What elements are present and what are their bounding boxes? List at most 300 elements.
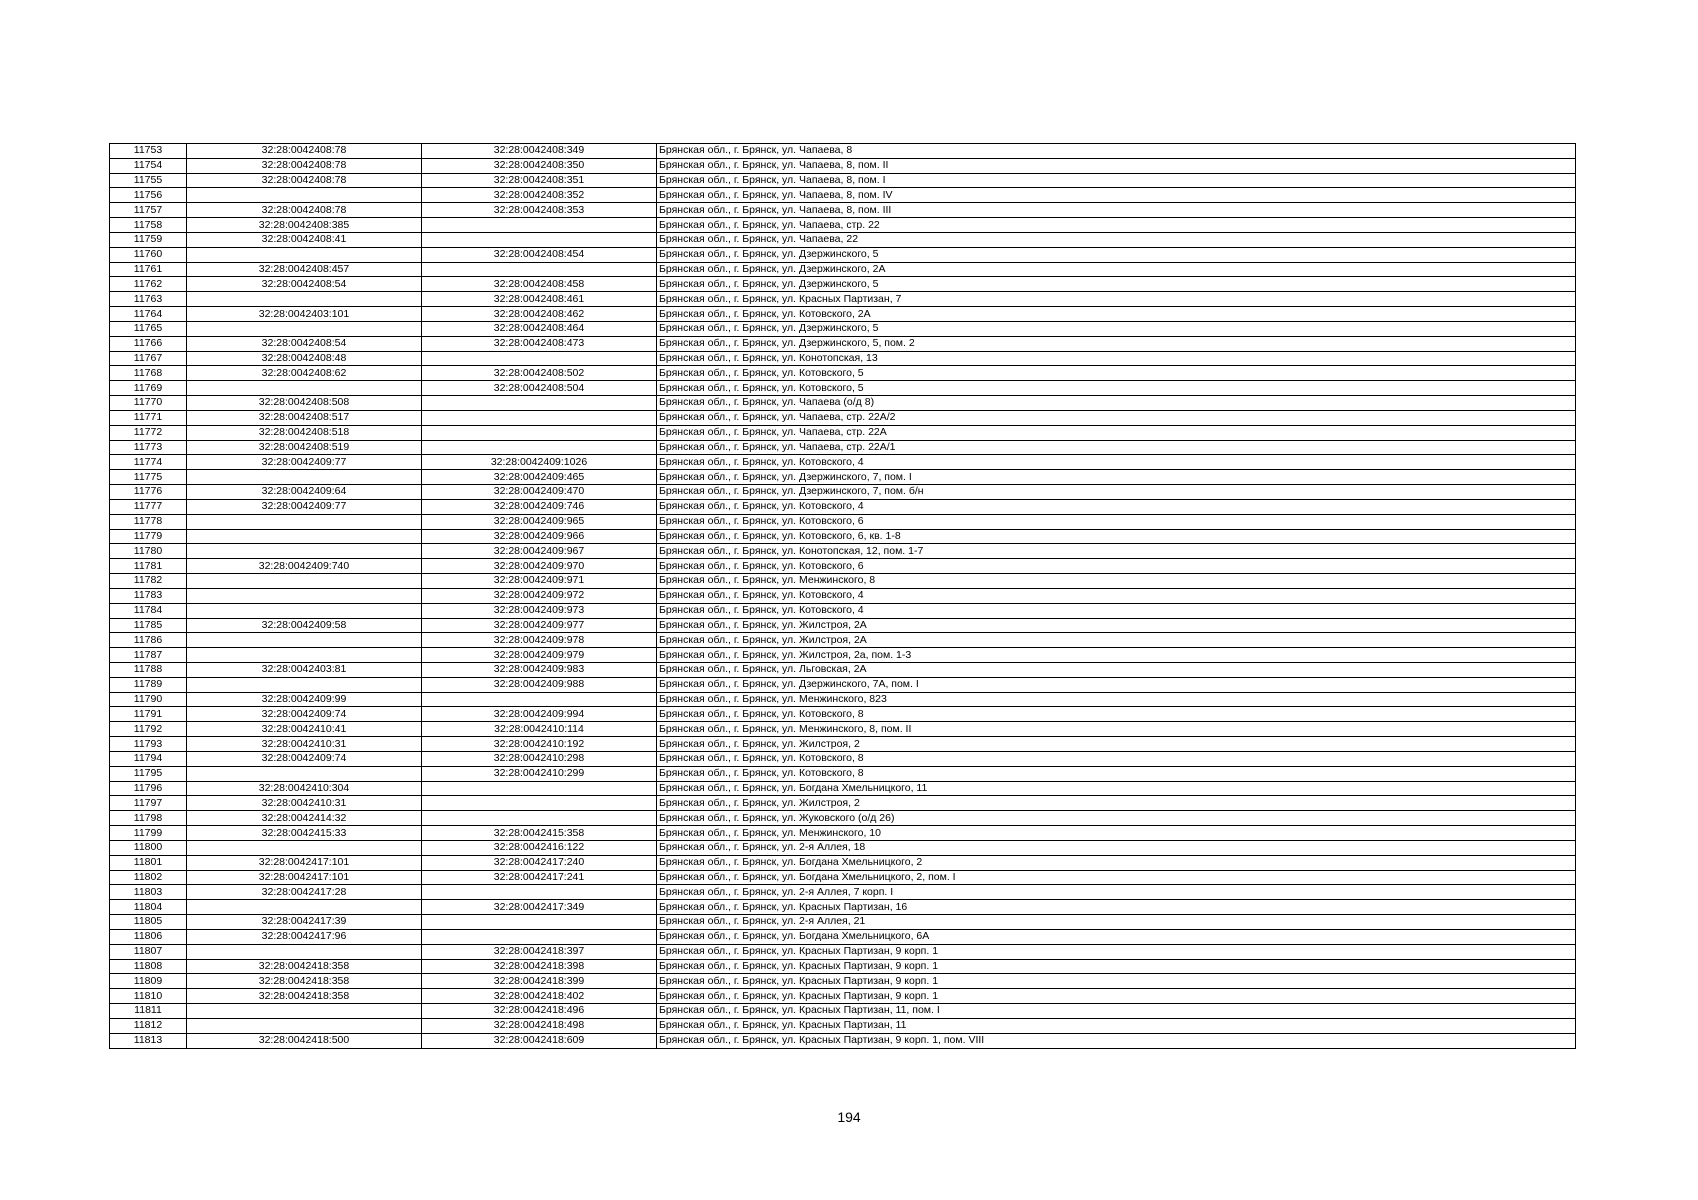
object-cadastral-number-cell: 32:28:0042418:397 [422, 944, 657, 959]
object-cadastral-number-cell: 32:28:0042408:353 [422, 203, 657, 218]
land-cadastral-number-cell: 32:28:0042409:77 [187, 499, 422, 514]
table-row [110, 855, 1576, 870]
address-cell: Брянская обл., г. Брянск, ул. Жилстроя, 2 [657, 737, 1576, 752]
address-cell: Брянская обл., г. Брянск, ул. Котовского, 6 [657, 514, 1576, 529]
address-cell: Брянская обл., г. Брянск, ул. Жилстроя, 2 [657, 796, 1576, 811]
row-number-cell: 11771 [110, 410, 187, 425]
land-cadastral-number-cell: 32:28:0042408:78 [187, 203, 422, 218]
row-number-cell: 11785 [110, 618, 187, 633]
object-cadastral-number-cell: 32:28:0042409:994 [422, 707, 657, 722]
land-cadastral-number-cell: 32:28:0042417:96 [187, 929, 422, 944]
land-cadastral-number-cell: 32:28:0042403:81 [187, 662, 422, 677]
address-cell: Брянская обл., г. Брянск, ул. Чапаева, 8, пом. III [657, 203, 1576, 218]
row-number-cell: 11763 [110, 292, 187, 307]
address-cell: Брянская обл., г. Брянск, ул. Котовского, 6 [657, 559, 1576, 574]
row-number-cell: 11774 [110, 455, 187, 470]
land-cadastral-number-cell: 32:28:0042418:358 [187, 974, 422, 989]
object-cadastral-number-cell [422, 351, 657, 366]
object-cadastral-number-cell: 32:28:0042409:465 [422, 470, 657, 485]
address-cell: Брянская обл., г. Брянск, ул. Красных Партизан, 9 корп. 1 [657, 944, 1576, 959]
row-number-cell: 11792 [110, 722, 187, 737]
address-cell: Брянская обл., г. Брянск, ул. Менжинского, 10 [657, 826, 1576, 841]
land-cadastral-number-cell: 32:28:0042409:740 [187, 559, 422, 574]
row-number-cell: 11795 [110, 766, 187, 781]
land-cadastral-number-cell: 32:28:0042417:101 [187, 855, 422, 870]
row-number-cell: 11776 [110, 485, 187, 500]
address-cell: Брянская обл., г. Брянск, ул. Котовского, 6, кв. 1-8 [657, 529, 1576, 544]
row-number-cell: 11779 [110, 529, 187, 544]
object-cadastral-number-cell: 32:28:0042409:973 [422, 603, 657, 618]
row-number-cell: 11790 [110, 692, 187, 707]
table-row [110, 262, 1576, 277]
address-cell: Брянская обл., г. Брянск, ул. Жилстроя, 2А [657, 618, 1576, 633]
object-cadastral-number-cell: 32:28:0042409:971 [422, 574, 657, 589]
row-number-cell: 11753 [110, 144, 187, 159]
table-row [110, 218, 1576, 233]
address-cell: Брянская обл., г. Брянск, ул. Котовского, 5 [657, 366, 1576, 381]
table-row [110, 707, 1576, 722]
object-cadastral-number-cell: 32:28:0042418:496 [422, 1004, 657, 1019]
table-row [110, 574, 1576, 589]
land-cadastral-number-cell: 32:28:0042410:304 [187, 781, 422, 796]
land-cadastral-number-cell [187, 588, 422, 603]
row-number-cell: 11794 [110, 751, 187, 766]
row-number-cell: 11761 [110, 262, 187, 277]
object-cadastral-number-cell: 32:28:0042410:299 [422, 766, 657, 781]
object-cadastral-number-cell: 32:28:0042408:351 [422, 173, 657, 188]
object-cadastral-number-cell: 32:28:0042408:502 [422, 366, 657, 381]
object-cadastral-number-cell: 32:28:0042409:978 [422, 633, 657, 648]
land-cadastral-number-cell: 32:28:0042408:62 [187, 366, 422, 381]
table-row [110, 321, 1576, 336]
address-cell: Брянская обл., г. Брянск, ул. Красных Партизан, 7 [657, 292, 1576, 307]
table-row [110, 247, 1576, 262]
address-cell: Брянская обл., г. Брянск, ул. Чапаева, стр. 22 [657, 218, 1576, 233]
table-row [110, 989, 1576, 1004]
land-cadastral-number-cell [187, 381, 422, 396]
row-number-cell: 11767 [110, 351, 187, 366]
table-row [110, 381, 1576, 396]
table-row [110, 544, 1576, 559]
table-row [110, 870, 1576, 885]
land-cadastral-number-cell: 32:28:0042409:74 [187, 707, 422, 722]
table-row [110, 307, 1576, 322]
row-number-cell: 11799 [110, 826, 187, 841]
object-cadastral-number-cell: 32:28:0042408:458 [422, 277, 657, 292]
land-cadastral-number-cell: 32:28:0042408:385 [187, 218, 422, 233]
land-cadastral-number-cell: 32:28:0042410:41 [187, 722, 422, 737]
land-cadastral-number-cell: 32:28:0042409:77 [187, 455, 422, 470]
address-cell: Брянская обл., г. Брянск, ул. Котовского, 2А [657, 307, 1576, 322]
row-number-cell: 11810 [110, 989, 187, 1004]
row-number-cell: 11804 [110, 900, 187, 915]
address-cell: Брянская обл., г. Брянск, ул. Котовского, 4 [657, 455, 1576, 470]
table-row [110, 366, 1576, 381]
table-row [110, 944, 1576, 959]
land-cadastral-number-cell [187, 603, 422, 618]
table-row [110, 396, 1576, 411]
table-row [110, 648, 1576, 663]
table-row [110, 203, 1576, 218]
object-cadastral-number-cell: 32:28:0042410:192 [422, 737, 657, 752]
land-cadastral-number-cell [187, 292, 422, 307]
land-cadastral-number-cell: 32:28:0042408:78 [187, 173, 422, 188]
object-cadastral-number-cell: 32:28:0042409:979 [422, 648, 657, 663]
row-number-cell: 11770 [110, 396, 187, 411]
address-cell: Брянская обл., г. Брянск, ул. Менжинского, 8, пом. II [657, 722, 1576, 737]
object-cadastral-number-cell: 32:28:0042410:114 [422, 722, 657, 737]
row-number-cell: 11793 [110, 737, 187, 752]
row-number-cell: 11764 [110, 307, 187, 322]
table-row [110, 662, 1576, 677]
object-cadastral-number-cell: 32:28:0042409:967 [422, 544, 657, 559]
row-number-cell: 11783 [110, 588, 187, 603]
table-row [110, 737, 1576, 752]
row-number-cell: 11757 [110, 203, 187, 218]
address-cell: Брянская обл., г. Брянск, ул. Дзержинского, 5 [657, 277, 1576, 292]
land-cadastral-number-cell: 32:28:0042408:517 [187, 410, 422, 425]
row-number-cell: 11802 [110, 870, 187, 885]
row-number-cell: 11780 [110, 544, 187, 559]
land-cadastral-number-cell [187, 529, 422, 544]
address-cell: Брянская обл., г. Брянск, ул. 2-я Аллея, 21 [657, 915, 1576, 930]
table-row [110, 588, 1576, 603]
table-row [110, 144, 1576, 159]
object-cadastral-number-cell: 32:28:0042408:461 [422, 292, 657, 307]
land-cadastral-number-cell [187, 840, 422, 855]
address-cell: Брянская обл., г. Брянск, ул. Котовского, 4 [657, 588, 1576, 603]
table-row [110, 470, 1576, 485]
address-cell: Брянская обл., г. Брянск, ул. Красных Партизан, 9 корп. 1 [657, 974, 1576, 989]
row-number-cell: 11812 [110, 1018, 187, 1033]
row-number-cell: 11801 [110, 855, 187, 870]
row-number-cell: 11788 [110, 662, 187, 677]
row-number-cell: 11769 [110, 381, 187, 396]
table-row [110, 277, 1576, 292]
table-row [110, 158, 1576, 173]
address-cell: Брянская обл., г. Брянск, ул. Котовского, 8 [657, 766, 1576, 781]
address-cell: Брянская обл., г. Брянск, ул. Льговская, 2А [657, 662, 1576, 677]
address-cell: Брянская обл., г. Брянск, ул. Чапаева, 8, пом. IV [657, 188, 1576, 203]
object-cadastral-number-cell: 32:28:0042409:977 [422, 618, 657, 633]
object-cadastral-number-cell: 32:28:0042417:349 [422, 900, 657, 915]
row-number-cell: 11765 [110, 321, 187, 336]
object-cadastral-number-cell: 32:28:0042416:122 [422, 840, 657, 855]
address-cell: Брянская обл., г. Брянск, ул. Менжинского, 8 [657, 574, 1576, 589]
registry-table [109, 143, 1576, 1049]
address-cell: Брянская обл., г. Брянск, ул. Дзержинского, 7, пом. I [657, 470, 1576, 485]
land-cadastral-number-cell [187, 766, 422, 781]
table-row [110, 410, 1576, 425]
land-cadastral-number-cell: 32:28:0042408:54 [187, 277, 422, 292]
address-cell: Брянская обл., г. Брянск, ул. Богдана Хмельницкого, 2, пом. I [657, 870, 1576, 885]
table-row [110, 1004, 1576, 1019]
row-number-cell: 11787 [110, 648, 187, 663]
row-number-cell: 11760 [110, 247, 187, 262]
row-number-cell: 11809 [110, 974, 187, 989]
land-cadastral-number-cell: 32:28:0042410:31 [187, 796, 422, 811]
address-cell: Брянская обл., г. Брянск, ул. Конотопская, 12, пом. 1-7 [657, 544, 1576, 559]
table-row [110, 603, 1576, 618]
land-cadastral-number-cell: 32:28:0042408:457 [187, 262, 422, 277]
address-cell: Брянская обл., г. Брянск, ул. Красных Партизан, 11 [657, 1018, 1576, 1033]
object-cadastral-number-cell: 32:28:0042417:241 [422, 870, 657, 885]
table-row [110, 351, 1576, 366]
row-number-cell: 11773 [110, 440, 187, 455]
object-cadastral-number-cell: 32:28:0042418:402 [422, 989, 657, 1004]
object-cadastral-number-cell [422, 218, 657, 233]
land-cadastral-number-cell: 32:28:0042408:518 [187, 425, 422, 440]
land-cadastral-number-cell [187, 321, 422, 336]
object-cadastral-number-cell [422, 410, 657, 425]
land-cadastral-number-cell: 32:28:0042417:101 [187, 870, 422, 885]
object-cadastral-number-cell: 32:28:0042408:454 [422, 247, 657, 262]
row-number-cell: 11800 [110, 840, 187, 855]
row-number-cell: 11755 [110, 173, 187, 188]
address-cell: Брянская обл., г. Брянск, ул. Чапаева (о/д 8) [657, 396, 1576, 411]
table-row [110, 781, 1576, 796]
land-cadastral-number-cell [187, 944, 422, 959]
table-row [110, 811, 1576, 826]
object-cadastral-number-cell: 32:28:0042409:1026 [422, 455, 657, 470]
land-cadastral-number-cell: 32:28:0042408:41 [187, 232, 422, 247]
table-row [110, 751, 1576, 766]
object-cadastral-number-cell: 32:28:0042417:240 [422, 855, 657, 870]
address-cell: Брянская обл., г. Брянск, ул. Чапаева, 8, пом. II [657, 158, 1576, 173]
object-cadastral-number-cell [422, 440, 657, 455]
row-number-cell: 11789 [110, 677, 187, 692]
land-cadastral-number-cell [187, 544, 422, 559]
object-cadastral-number-cell: 32:28:0042410:298 [422, 751, 657, 766]
table-row [110, 529, 1576, 544]
address-cell: Брянская обл., г. Брянск, ул. Красных Партизан, 9 корп. 1 [657, 989, 1576, 1004]
land-cadastral-number-cell: 32:28:0042409:99 [187, 692, 422, 707]
table-row [110, 959, 1576, 974]
row-number-cell: 11775 [110, 470, 187, 485]
land-cadastral-number-cell [187, 574, 422, 589]
object-cadastral-number-cell [422, 232, 657, 247]
object-cadastral-number-cell: 32:28:0042409:966 [422, 529, 657, 544]
object-cadastral-number-cell: 32:28:0042409:965 [422, 514, 657, 529]
land-cadastral-number-cell: 32:28:0042414:32 [187, 811, 422, 826]
row-number-cell: 11803 [110, 885, 187, 900]
land-cadastral-number-cell [187, 633, 422, 648]
table-row [110, 633, 1576, 648]
land-cadastral-number-cell: 32:28:0042408:48 [187, 351, 422, 366]
address-cell: Брянская обл., г. Брянск, ул. Котовского, 5 [657, 381, 1576, 396]
land-cadastral-number-cell [187, 648, 422, 663]
address-cell: Брянская обл., г. Брянск, ул. Богдана Хмельницкого, 6А [657, 929, 1576, 944]
address-cell: Брянская обл., г. Брянск, ул. Чапаева, 22 [657, 232, 1576, 247]
object-cadastral-number-cell: 32:28:0042408:504 [422, 381, 657, 396]
table-row [110, 499, 1576, 514]
row-number-cell: 11762 [110, 277, 187, 292]
land-cadastral-number-cell: 32:28:0042409:58 [187, 618, 422, 633]
row-number-cell: 11811 [110, 1004, 187, 1019]
row-number-cell: 11813 [110, 1033, 187, 1048]
row-number-cell: 11784 [110, 603, 187, 618]
table-row [110, 514, 1576, 529]
object-cadastral-number-cell: 32:28:0042415:358 [422, 826, 657, 841]
address-cell: Брянская обл., г. Брянск, ул. Жилстроя, 2А [657, 633, 1576, 648]
address-cell: Брянская обл., г. Брянск, ул. Дзержинского, 2А [657, 262, 1576, 277]
address-cell: Брянская обл., г. Брянск, ул. Чапаева, 8 [657, 144, 1576, 159]
address-cell: Брянская обл., г. Брянск, ул. Дзержинского, 7А, пом. I [657, 677, 1576, 692]
object-cadastral-number-cell: 32:28:0042418:498 [422, 1018, 657, 1033]
land-cadastral-number-cell: 32:28:0042408:54 [187, 336, 422, 351]
object-cadastral-number-cell: 32:28:0042409:470 [422, 485, 657, 500]
row-number-cell: 11758 [110, 218, 187, 233]
table-row [110, 455, 1576, 470]
object-cadastral-number-cell [422, 796, 657, 811]
page-number: 194 [837, 1109, 861, 1125]
table-row [110, 840, 1576, 855]
land-cadastral-number-cell [187, 188, 422, 203]
row-number-cell: 11781 [110, 559, 187, 574]
address-cell: Брянская обл., г. Брянск, ул. Красных Партизан, 9 корп. 1, пом. VIII [657, 1033, 1576, 1048]
object-cadastral-number-cell [422, 781, 657, 796]
row-number-cell: 11796 [110, 781, 187, 796]
object-cadastral-number-cell: 32:28:0042409:988 [422, 677, 657, 692]
address-cell: Брянская обл., г. Брянск, ул. Чапаева, 8, пом. I [657, 173, 1576, 188]
address-cell: Брянская обл., г. Брянск, ул. Менжинского, 823 [657, 692, 1576, 707]
table-row [110, 188, 1576, 203]
land-cadastral-number-cell: 32:28:0042408:78 [187, 144, 422, 159]
row-number-cell: 11798 [110, 811, 187, 826]
address-cell: Брянская обл., г. Брянск, ул. Котовского, 4 [657, 499, 1576, 514]
address-cell: Брянская обл., г. Брянск, ул. Дзержинского, 5 [657, 321, 1576, 336]
table-row [110, 292, 1576, 307]
land-cadastral-number-cell: 32:28:0042415:33 [187, 826, 422, 841]
table-row [110, 915, 1576, 930]
address-cell: Брянская обл., г. Брянск, ул. Чапаева, стр. 22А/2 [657, 410, 1576, 425]
table-row [110, 929, 1576, 944]
row-number-cell: 11797 [110, 796, 187, 811]
address-cell: Брянская обл., г. Брянск, ул. Конотопская, 13 [657, 351, 1576, 366]
address-cell: Брянская обл., г. Брянск, ул. Жуковского (о/д 26) [657, 811, 1576, 826]
table-row [110, 766, 1576, 781]
table-row [110, 796, 1576, 811]
table-row [110, 826, 1576, 841]
land-cadastral-number-cell: 32:28:0042408:78 [187, 158, 422, 173]
object-cadastral-number-cell: 32:28:0042409:972 [422, 588, 657, 603]
address-cell: Брянская обл., г. Брянск, ул. Чапаева, стр. 22А [657, 425, 1576, 440]
object-cadastral-number-cell [422, 915, 657, 930]
object-cadastral-number-cell: 32:28:0042409:983 [422, 662, 657, 677]
land-cadastral-number-cell: 32:28:0042418:358 [187, 959, 422, 974]
table-row [110, 336, 1576, 351]
object-cadastral-number-cell: 32:28:0042408:350 [422, 158, 657, 173]
land-cadastral-number-cell: 32:28:0042417:28 [187, 885, 422, 900]
object-cadastral-number-cell [422, 262, 657, 277]
object-cadastral-number-cell: 32:28:0042408:352 [422, 188, 657, 203]
row-number-cell: 11772 [110, 425, 187, 440]
land-cadastral-number-cell: 32:28:0042409:74 [187, 751, 422, 766]
row-number-cell: 11766 [110, 336, 187, 351]
land-cadastral-number-cell: 32:28:0042409:64 [187, 485, 422, 500]
row-number-cell: 11808 [110, 959, 187, 974]
object-cadastral-number-cell: 32:28:0042408:462 [422, 307, 657, 322]
table-row [110, 900, 1576, 915]
row-number-cell: 11782 [110, 574, 187, 589]
address-cell: Брянская обл., г. Брянск, ул. Богдана Хмельницкого, 11 [657, 781, 1576, 796]
table-row [110, 677, 1576, 692]
table-row [110, 425, 1576, 440]
table-row [110, 692, 1576, 707]
row-number-cell: 11807 [110, 944, 187, 959]
land-cadastral-number-cell [187, 247, 422, 262]
address-cell: Брянская обл., г. Брянск, ул. Жилстроя, 2а, пом. 1-3 [657, 648, 1576, 663]
object-cadastral-number-cell: 32:28:0042418:398 [422, 959, 657, 974]
table-row [110, 618, 1576, 633]
row-number-cell: 11768 [110, 366, 187, 381]
address-cell: Брянская обл., г. Брянск, ул. Красных Партизан, 9 корп. 1 [657, 959, 1576, 974]
object-cadastral-number-cell [422, 885, 657, 900]
row-number-cell: 11759 [110, 232, 187, 247]
address-cell: Брянская обл., г. Брянск, ул. Котовского, 8 [657, 707, 1576, 722]
object-cadastral-number-cell: 32:28:0042418:609 [422, 1033, 657, 1048]
row-number-cell: 11806 [110, 929, 187, 944]
row-number-cell: 11791 [110, 707, 187, 722]
table-row [110, 974, 1576, 989]
land-cadastral-number-cell [187, 514, 422, 529]
address-cell: Брянская обл., г. Брянск, ул. Чапаева, стр. 22А/1 [657, 440, 1576, 455]
address-cell: Брянская обл., г. Брянск, ул. Богдана Хмельницкого, 2 [657, 855, 1576, 870]
land-cadastral-number-cell [187, 1004, 422, 1019]
address-cell: Брянская обл., г. Брянск, ул. Дзержинского, 5, пом. 2 [657, 336, 1576, 351]
land-cadastral-number-cell: 32:28:0042418:500 [187, 1033, 422, 1048]
table-row [110, 173, 1576, 188]
address-cell: Брянская обл., г. Брянск, ул. Дзержинского, 5 [657, 247, 1576, 262]
object-cadastral-number-cell [422, 811, 657, 826]
registry-table-body [110, 144, 1576, 1049]
table-row [110, 722, 1576, 737]
land-cadastral-number-cell: 32:28:0042410:31 [187, 737, 422, 752]
row-number-cell: 11778 [110, 514, 187, 529]
land-cadastral-number-cell [187, 677, 422, 692]
object-cadastral-number-cell: 32:28:0042408:473 [422, 336, 657, 351]
address-cell: Брянская обл., г. Брянск, ул. Котовского, 4 [657, 603, 1576, 618]
table-row [110, 485, 1576, 500]
address-cell: Брянская обл., г. Брянск, ул. Котовского, 8 [657, 751, 1576, 766]
object-cadastral-number-cell [422, 396, 657, 411]
land-cadastral-number-cell: 32:28:0042408:519 [187, 440, 422, 455]
table-row [110, 440, 1576, 455]
object-cadastral-number-cell [422, 425, 657, 440]
land-cadastral-number-cell: 32:28:0042403:101 [187, 307, 422, 322]
land-cadastral-number-cell: 32:28:0042408:508 [187, 396, 422, 411]
address-cell: Брянская обл., г. Брянск, ул. 2-я Аллея, 18 [657, 840, 1576, 855]
table-row [110, 885, 1576, 900]
land-cadastral-number-cell: 32:28:0042418:358 [187, 989, 422, 1004]
address-cell: Брянская обл., г. Брянск, ул. Дзержинского, 7, пом. б/н [657, 485, 1576, 500]
land-cadastral-number-cell: 32:28:0042417:39 [187, 915, 422, 930]
object-cadastral-number-cell: 32:28:0042409:970 [422, 559, 657, 574]
table-row [110, 559, 1576, 574]
row-number-cell: 11786 [110, 633, 187, 648]
object-cadastral-number-cell [422, 929, 657, 944]
address-cell: Брянская обл., г. Брянск, ул. Красных Партизан, 11, пом. I [657, 1004, 1576, 1019]
row-number-cell: 11754 [110, 158, 187, 173]
object-cadastral-number-cell [422, 692, 657, 707]
object-cadastral-number-cell: 32:28:0042409:746 [422, 499, 657, 514]
land-cadastral-number-cell [187, 470, 422, 485]
table-row [110, 1018, 1576, 1033]
object-cadastral-number-cell: 32:28:0042418:399 [422, 974, 657, 989]
table-row [110, 232, 1576, 247]
land-cadastral-number-cell [187, 1018, 422, 1033]
land-cadastral-number-cell [187, 900, 422, 915]
